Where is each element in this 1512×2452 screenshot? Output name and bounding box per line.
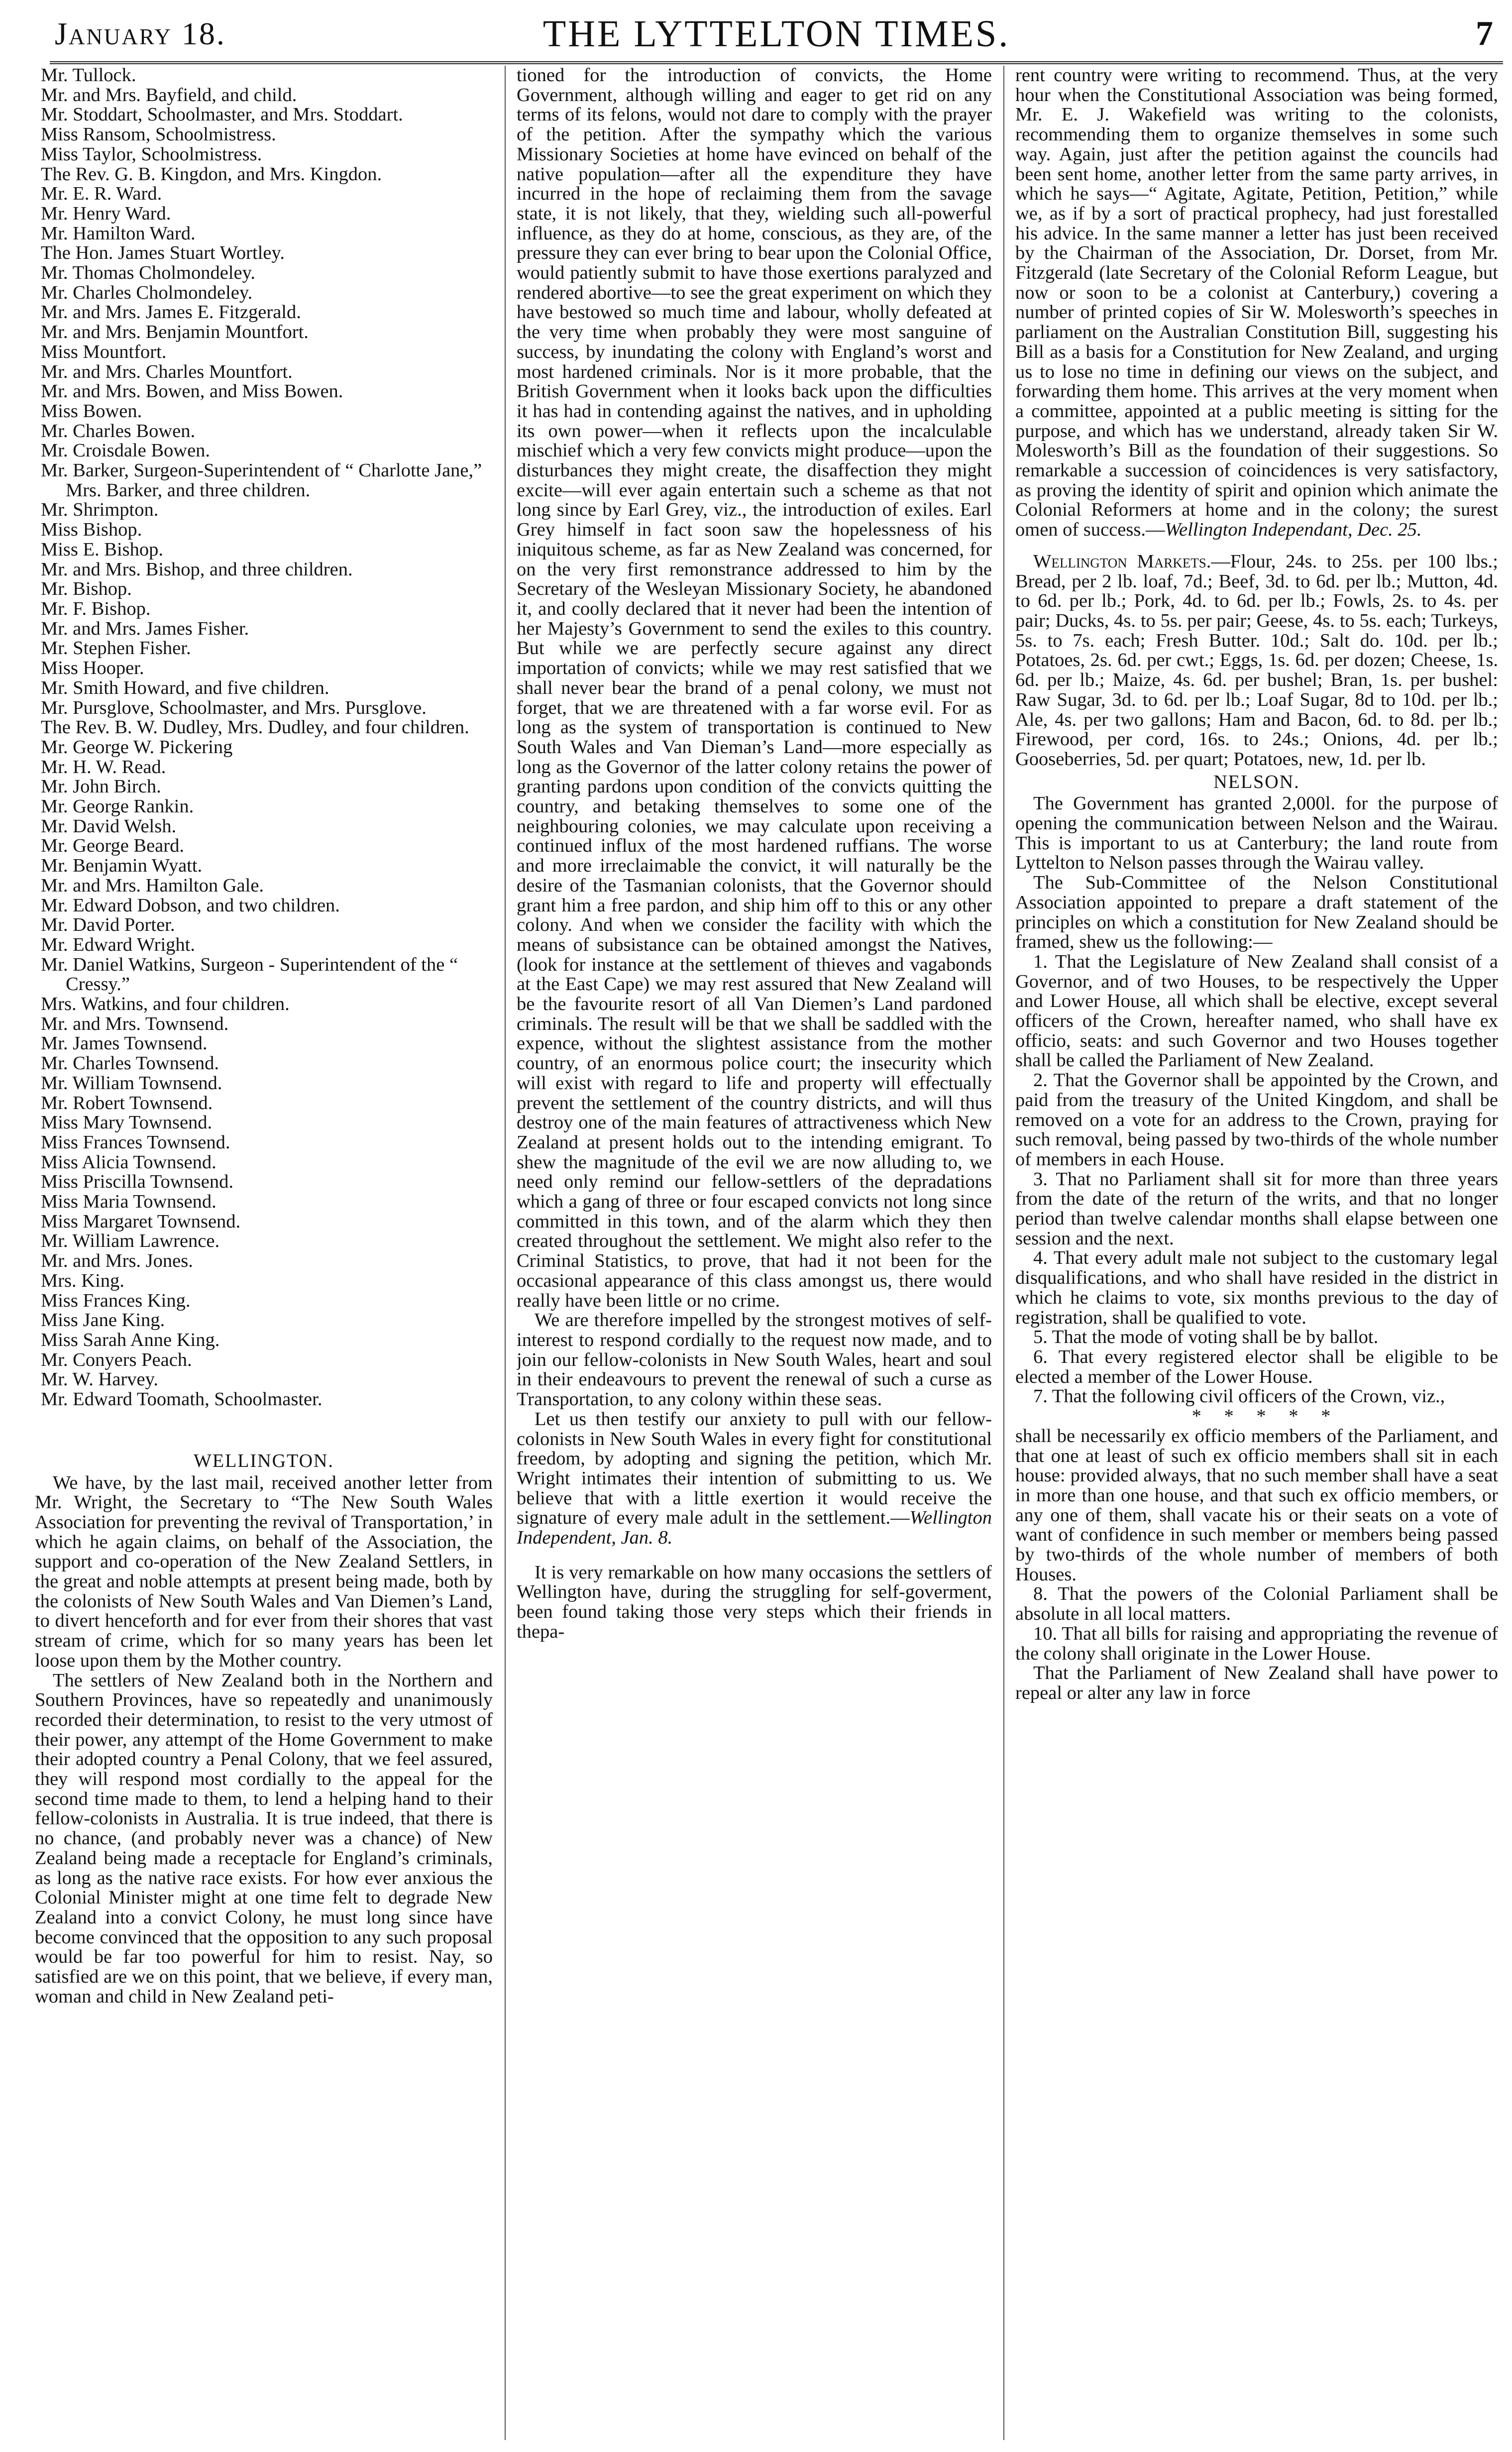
passenger-list [35, 66, 493, 1410]
resolution: 6. That every registered elector shall be eligible to be elected a member of the Lower House. [1015, 1346, 1498, 1387]
passenger-entry: Mr. and Mrs. Charles Mountfort. [41, 361, 293, 382]
resolution: That the Parliament of New Zealand shall have power to repeal or alter any law in force [1015, 1663, 1498, 1703]
markets-text: —Flour, 24s. to 25s. per 100 lbs.; Bread, per 2 lb. loaf, 7d.; Beef, 3d. to 6d. per lb.; Mutton, 4d. to 6d. per lb.; Pork, 4d. to 6d. per lb.; Fowls, 2s. to 4s. per pair; Ducks, 4s. to 5s. per pair; Geese, 4s. to 5s. each; Turkeys, 5s. to 7s. each; Fresh Butter. 10d.; Salt do. 10d. per lb.; Potatoes, 2s. 6d. per cwt.; Eggs, 1s. 6d. per dozen; Cheese, 1s. 6d. per lb.; Maize, 4s. 6d. per bushel; Bran, 1s. per bushel: Raw Sugar, 3d. to 6d. per lb.; Loaf Sugar, 8d to 10d. per lb.; Ale, 4s. per two gallons; Ham and Bacon, 6d. to 8d. per lb.; Firewood, per cord, 16s. to 24s.; Onions, 4d. per lb.; Gooseberries, 5d. per quart; Potatoes, new, 1d. per lb. [1015, 551, 1498, 770]
resolution: 1. That the Legislature of New Zealand shall consist of a Governor, and of two Houses, to be respectively the Upper and Lower House, all which shall be elective, except several officers of the Crown, hereafter named, who shall have ex officio, seats: and such Governor and two Houses together shall be called the Parliament of New Zealand. [1015, 951, 1498, 1071]
resolution: 5. That the mode of voting shall be by ballot. [1033, 1327, 1379, 1348]
passenger-entry: Mr. Charles Bowen. [41, 420, 196, 442]
passenger-entry: Mr. Conyers Peach. [41, 1349, 192, 1370]
article-paragraph: The Sub-Committee of the Nelson Constitutional Association appointed to prepare a draft statement of the principles on which a constitution for New Zealand should be framed, shew us the following:— [1015, 872, 1498, 953]
page-number: 7 [1476, 14, 1493, 53]
passenger-entry: Mr. Tullock. [41, 66, 136, 86]
resolution: 7. That the following civil officers of the Crown, viz., [1033, 1386, 1445, 1407]
markets-paragraph [1015, 552, 1498, 770]
passenger-entry: Mr. Edward Toomath, Schoolmaster. [41, 1389, 323, 1410]
passenger-entry: Mr. Robert Townsend. [41, 1092, 213, 1114]
passenger-entry: Mr. and Mrs. James Fisher. [41, 618, 249, 639]
passenger-entry: Mr. and Mrs. James E. Fitzgerald. [41, 302, 301, 323]
passenger-entry: Miss Bowen. [41, 400, 142, 422]
passenger-entry: Mr. Henry Ward. [41, 203, 171, 224]
passenger-entry: The Rev. G. B. Kingdon, and Mrs. Kingdon. [41, 163, 382, 185]
omitted-officers-stars: * * * * * [1191, 1406, 1340, 1427]
passenger-entry: Mr. and Mrs. Jones. [41, 1250, 193, 1272]
passenger-entry: Miss E. Bishop. [41, 539, 164, 560]
article-paragraph: The settlers of New Zealand both in the Northern and Southern Provinces, have so repeatedly and unanimously recorded their determination, to resist to the very utmost of their power, any attempt of the Home Government to make their adopted country a Penal Colony, that we feel assured, they will respond most cordially to the appeal for the second time made to them, to lend a helping hand to their fellow-colonists in Australia. It is true indeed, that there is no chance, (and probably never was a chance) of New Zealand being made a receptacle for England’s criminals, as long as the native race exists. For how ever anxious the Colonial Minister might at one time felt to degrade New Zealand into a convict Colony, he must long since have become convinced that the opposition to any such proposal would be far too powerful for him to resist. Nay, so satisfied are we on this point, that we believe, if every man, woman and child in New Zealand peti- [35, 1670, 493, 2007]
passenger-entry: Miss Maria Townsend. [41, 1191, 216, 1213]
passenger-entry: Mr. Pursglove, Schoolmaster, and Mrs. Pursglove. [41, 697, 427, 718]
passenger-entry: Mrs. Watkins, and four children. [41, 994, 290, 1015]
section-heading-nelson: NELSON. [1213, 771, 1300, 792]
passenger-entry: Mr. George Rankin. [41, 796, 194, 817]
column-rule [505, 66, 506, 2440]
passenger-entry: Mr. John Birch. [41, 776, 161, 797]
passenger-entry: Mr. Croisdale Bowen. [41, 440, 211, 461]
newspaper-title: THE LYTTELTON TIMES. [542, 13, 1010, 55]
passenger-entry: Mr. Barker, Surgeon-Superintendent of “ Charlotte Jane,” Mrs. Barker, and three children. [41, 460, 482, 501]
resolution: 2. That the Governor shall be appointed by the Crown, and paid from the treasury of the United Kingdom, and shall be removed on a vote for an address to the Crown, praying for such removal, being passed by two-thirds of the whole number of members in each House. [1015, 1070, 1498, 1170]
passenger-entry: Mr. Stoddart, Schoolmaster, and Mrs. Stoddart. [41, 104, 403, 125]
passenger-entry: Mr. Bishop. [41, 578, 132, 600]
passenger-entry: Miss Hooper. [41, 658, 144, 679]
passenger-entry: Miss Ransom, Schoolmistress. [41, 124, 276, 145]
article-paragraph [517, 1410, 992, 1548]
paragraph-text: Let us then testify our anxiety to pull with our fellow-colonists in New South Wales in every fight for constitutional freedom, by adopting and signing the petition, which Mr. Wright intimates their intention of submitting to us. We believe that with a little exertion it would receive the signature of every male adult in the settlement.— [517, 1408, 992, 1529]
resolution: 3. That no Parliament shall sit for more than three years from the date of the return of the writs, and that no longer period than twelve calendar months shall elapse between one session and the next. [1015, 1168, 1498, 1249]
issue-date: January 18. [55, 16, 226, 51]
passenger-entry: Mr. and Mrs. Bishop, and three children. [41, 558, 353, 580]
passenger-entry: Miss Sarah Anne King. [41, 1330, 220, 1350]
passenger-entry: Mr. E. R. Ward. [41, 183, 162, 205]
article-paragraph: The Government has granted 2,000l. for the purpose of opening the communication between Nelson and the Wairau. This is important to us at Canterbury; the land route from Lyttelton to Nelson passes through the Wairau valley. [1015, 793, 1498, 874]
passenger-entry: Miss Mountfort. [41, 341, 167, 362]
column-3 [1015, 66, 1498, 2440]
passenger-entry: Miss Alicia Townsend. [41, 1151, 216, 1173]
source-citation: Wellington Independant, Dec. 25. [1165, 519, 1422, 541]
resolution: 8. That the powers of the Colonial Parliament shall be absolute in all local matters. [1015, 1583, 1498, 1625]
resolution: shall be necessarily ex officio members of the Parliament, and that one at least of such ex officio members shall sit in each house: provided always, that no such member shall have a seat in more than one house, and that such ex officio members, or any one of them, shall vacate his or their seats on a vote of want of confidence in such member or members being passed by two-thirds of the whole number of members of both Houses. [1015, 1425, 1498, 1585]
passenger-entry: Mr. George W. Pickering [41, 736, 233, 758]
passenger-entry: Miss Margaret Townsend. [41, 1211, 241, 1232]
column-1 [35, 66, 493, 2440]
markets-label: Wellington Markets. [1033, 551, 1211, 572]
passenger-entry: Mr. F. Bishop. [41, 598, 151, 619]
article-paragraph: tioned for the introduction of convicts, the Home Government, although willing and eager to get rid on any terms of its felons, would not dare to comply with the prayer of the petition. After the sympathy which the various Missionary Societies at home have evinced on behalf of the native population—after all the expenditure they have incurred in the hope of reclaiming them from the savage state, it is not likely, that they, wielding such all-powerful influence, as they do at home, conscious, as they are, of the pressure they can ever bring to bear upon the Colonial Office, would patiently submit to have those exertions paralyzed and rendered abortive—to see the great experiment on which they have bestowed so much time and labour, wholly defeated at the very time when probably they were most sanguine of success, by inundating the colony with England’s worst and most hardened criminals. Nor is it more probable, that the British Government when it looks back upon the difficulties it has had in contending against the natives, and in upholding its own power—when it reflects upon the incalculable mischief which a very few convicts might produce—upon the disturbances they might create, the disaffection they might excite—will ever again entertain such a scheme as that not long since by Earl Grey, viz., the introduction of exiles. Earl Grey himself in fact soon saw the hopelessness of his iniquitous scheme, as far as New Zealand was concerned, for on the very first remonstrance addressed to him by the Secretary of the Wesleyan Missionary Society, he abandoned it, and coolly declared that it never had been the intention of her Majesty’s Government to send the exiles to this country. But while we are perfectly secure against any direct importation of convicts; while we may rest satisfied that we shall never bear the brand of a penal colony, we must not forget, that we are threatened with a far worse evil. For as long as the system of transportation is continued to New South Wales and Van Dieman’s Land—more especially as long as the Governor of the latter colony retains the power of granting pardons upon condition of the convicts quitting the country, and betaking themselves to some one of the neighbouring colonies, we may calculate upon receiving a continued influx of the most hardened ruffians. The worse and more irreclaimable the convict, it will naturally be the desire of the Tasmanian colonists, that the Governor should grant him a free pardon, and ship him off to this or any other colony. And when we consider the facility with which the means of subsistance can be obtained amongst the Natives, (look for instance at the settlement of thieves and vagabonds at the East Cape) we may rest assured that New Zealand will be the favourite resort of all Van Diemen’s Land pardoned criminals. The result will be that we shall be saddled with the expence, without the slightest assistance from the mother country, of an enormous police court; the insecurity which will exist with regard to life and property will effectually prevent the settlement of the country districts, and will thus destroy one of the main features of attractiveness which New Zealand at present holds out to the intending emigrant. To shew the magnitude of the evil we are now alluding to, we need only remind our fellow-settlers of the depradations which a gang of three or four escaped convicts not long since committed in this town, and of the alarm which they then created throughout the settlement. We might also refer to the Criminal Statistics, to prove, that had it not been for the occasional appearance of this class amongst us, there would really have been little or no crime. [517, 66, 992, 1311]
passenger-entry: Mr. David Welsh. [41, 815, 177, 837]
passenger-entry: Miss Mary Townsend. [41, 1112, 213, 1133]
section-heading-wellington: WELLINGTON. [194, 1450, 334, 1471]
passenger-entry: Mr. and Mrs. Hamilton Gale. [41, 875, 264, 896]
passenger-entry: Miss Jane King. [41, 1310, 165, 1331]
passenger-entry: Mr. H. W. Read. [41, 756, 166, 778]
passenger-entry: Mr. Hamilton Ward. [41, 223, 196, 244]
passenger-entry: Miss Frances King. [41, 1290, 191, 1311]
paragraph-text: rent country were writing to recommend. Thus, at the very hour when the Constitutional Association was being formed, Mr. E. J. Wakefield was writing to the colonists, recommending them to organize themselves in some such way. Again, just after the petition against the councils had been sent home, another letter from the same party arrives, in which he says—“ Agitate, Agitate, Petition, Petition,” while we, as if by a sort of practical prophecy, had just forestalled his advice. In the same manner a letter has just been received by the Chairman of the Association, Dr. Dorset, from Mr. Fitzgerald (late Secretary of the Colonial Reform League, but now or soon to be a colonist at Canterbury,) covering a number of printed copies of Sir W. Molesworth’s speeches in parliament on the Australian Constitution Bill, suggesting his Bill as a basis for a Constitution for New Zealand, and urging us to lose no time in defining our views on the subject, and forwarding them home. This arrives at the very moment when a committee, appointed at a public meeting is sitting for the purpose, and which has we understand, already taken Sir W. Molesworth’s Bill as the foundation of their suggestions. So remarkable a succession of coincidences is very satisfactory, as proving the identity of spirit and opinion which animate the Colonial Reformers at home and in the colony; the surest omen of success.— [1015, 66, 1498, 541]
column-rule [1003, 66, 1004, 2440]
passenger-entry: Mr. Stephen Fisher. [41, 638, 191, 659]
passenger-entry: Mr. Thomas Cholmondeley. [41, 262, 255, 284]
passenger-entry: Mr. Edward Wright. [41, 934, 195, 955]
passenger-entry: Mr. and Mrs. Townsend. [41, 1013, 229, 1034]
passenger-entry: Mr. Charles Cholmondeley. [41, 282, 253, 303]
passenger-entry: Mr. and Mrs. Bayfield, and child. [41, 84, 297, 106]
article-paragraph: It is very remarkable on how many occasions the settlers of Wellington have, during the struggling for self-goverment, been found taking those very steps which their friends in thepa- [517, 1561, 992, 1642]
passenger-entry: Mr. George Beard. [41, 835, 184, 857]
passenger-entry: Mr. Smith Howard, and five children. [41, 677, 329, 698]
passenger-entry: Mr. Daniel Watkins, Surgeon - Superintendent of the “ Cressy.” [41, 954, 458, 995]
passenger-entry: Miss Taylor, Schoolmistress. [41, 143, 262, 165]
passenger-entry: Mr. and Mrs. Benjamin Mountfort. [41, 322, 309, 343]
masthead [50, 14, 1503, 64]
article-paragraph: We have, by the last mail, received another letter from Mr. Wright, the Secretary to “The New South Wales Association for preventing the revival of Transportation,’ in which he again claims, on behalf of the Association, the support and co-operation of the New Zealand Settlers, in the great and noble attempts at present being made, both by the colonists of New South Wales and Van Diemen’s Land, to divert henceforth and for ever from their shores that vast stream of crime, which for so many years has been let loose upon them by the Mother country. [35, 1472, 493, 1671]
passenger-entry: Mrs. King. [41, 1270, 124, 1291]
passenger-entry: Mr. William Lawrence. [41, 1230, 220, 1252]
passenger-entry: Miss Priscilla Townsend. [41, 1171, 233, 1193]
resolution: 10. That all bills for raising and appropriating the revenue of the colony shall originate in the Lower House. [1015, 1623, 1498, 1664]
passenger-entry: Mr. Edward Dobson, and two children. [41, 894, 340, 916]
passenger-entry: Miss Bishop. [41, 519, 142, 541]
passenger-entry: Mr. David Porter. [41, 914, 175, 936]
resolution: 4. That every adult male not subject to the customary legal disqualifications, and who shall have resided in the district in which he claims to vote, six months previous to the day of registration, shall be qualified to vote. [1015, 1247, 1498, 1328]
article-paragraph-continued [1015, 66, 1498, 540]
passenger-entry: Mr. James Townsend. [41, 1033, 208, 1054]
passenger-entry: Mr. Shrimpton. [41, 499, 159, 521]
passenger-entry: Miss Frances Townsend. [41, 1131, 230, 1153]
passenger-entry: Mr. Charles Townsend. [41, 1053, 219, 1074]
passenger-entry: Mr. Benjamin Wyatt. [41, 855, 203, 877]
passenger-entry: Mr. W. Harvey. [41, 1369, 158, 1390]
passenger-entry: The Hon. James Stuart Wortley. [41, 242, 285, 264]
source-citation: Wellington Independent, Jan. 8. [517, 1507, 992, 1549]
passenger-entry: Mr. and Mrs. Bowen, and Miss Bowen. [41, 381, 343, 402]
passenger-entry: Mr. William Townsend. [41, 1072, 222, 1094]
column-2 [517, 66, 992, 2440]
passenger-entry: The Rev. B. W. Dudley, Mrs. Dudley, and four children. [41, 717, 469, 738]
article-paragraph: We are therefore impelled by the strongest motives of self-interest to respond cordially to the request now made, and to join our fellow-colonists in New South Wales, heart and soul in their endeavours to prevent the renewal of such a curse as Transportation, to any colony within these seas. [517, 1310, 992, 1410]
